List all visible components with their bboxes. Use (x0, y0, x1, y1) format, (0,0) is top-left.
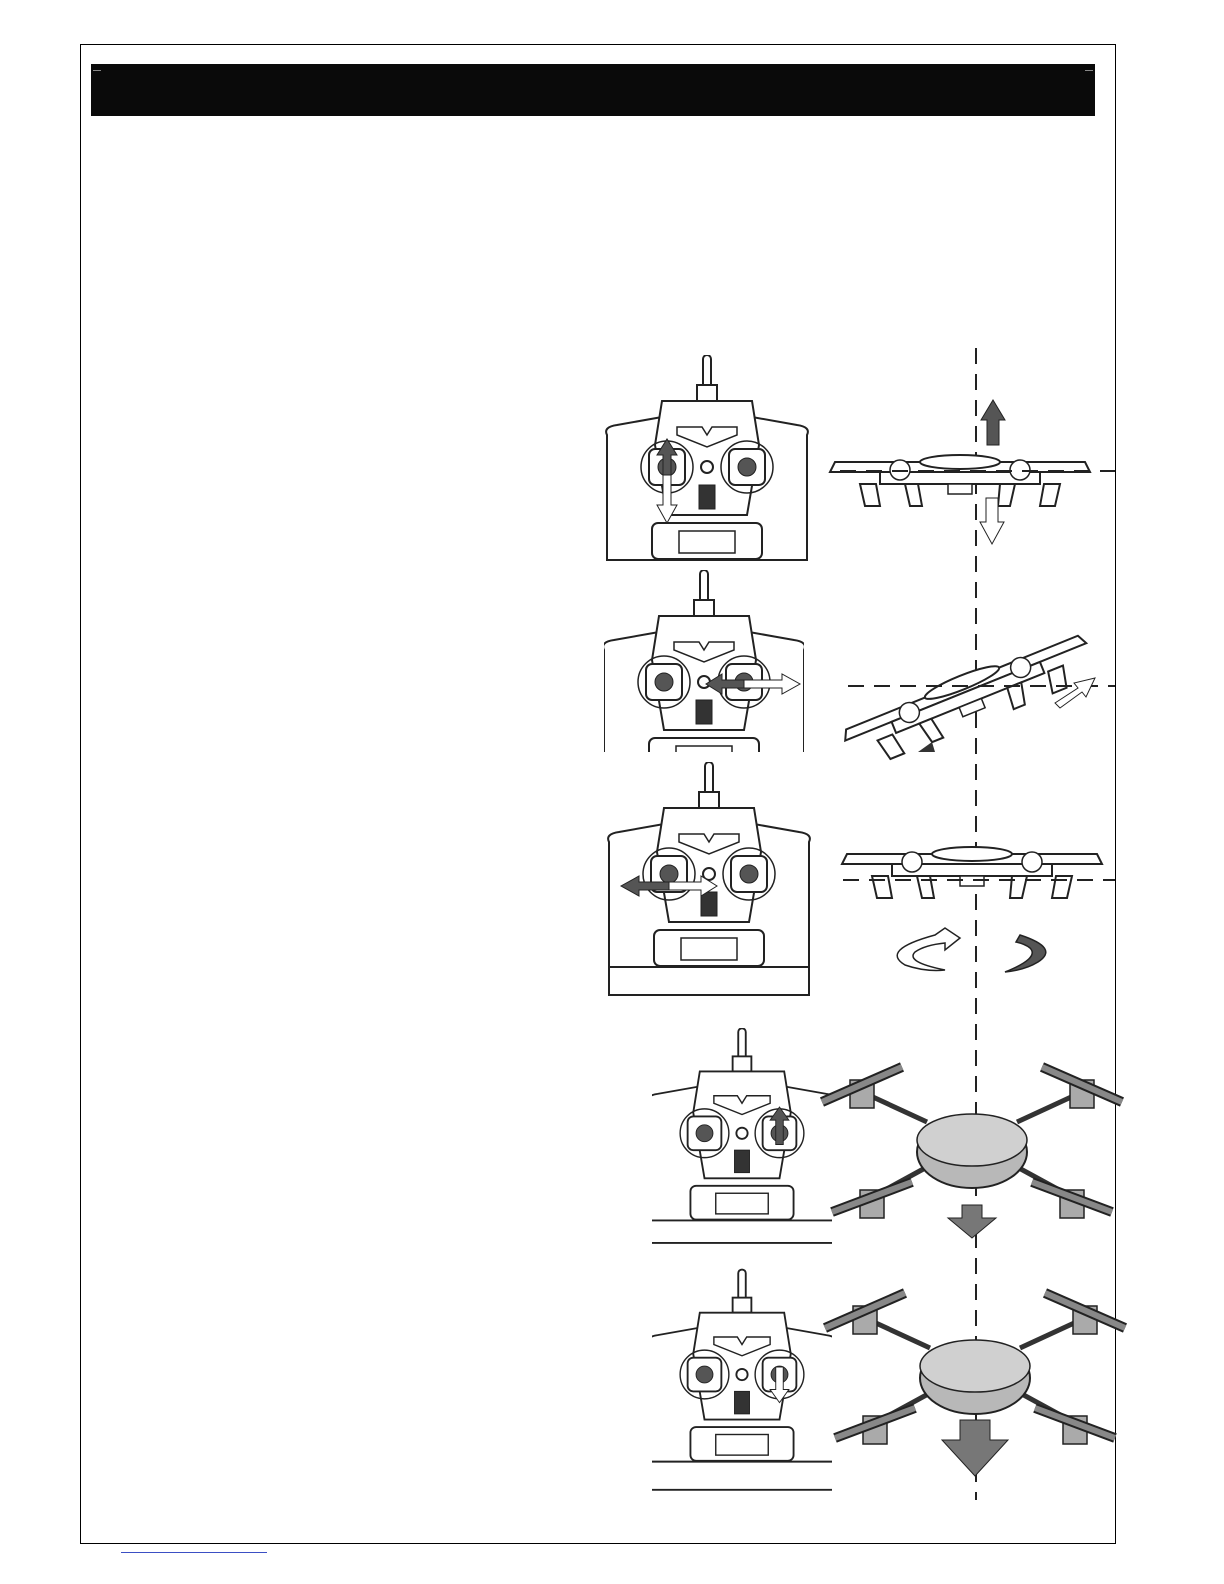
transmitter-icon (608, 762, 810, 967)
transmitter-icon (606, 355, 808, 560)
illustration-forward (647, 1028, 1122, 1243)
transmitter-icon (647, 1028, 836, 1220)
drone-top-icon (822, 1067, 1122, 1218)
illustration-yaw (608, 762, 1115, 995)
illustration-pitch (603, 570, 1115, 775)
drone-side-icon (830, 455, 1090, 506)
transmitter-icon (647, 1270, 836, 1462)
drone-rotate-icon (842, 847, 1102, 898)
footer-link-underline[interactable] (121, 1552, 267, 1554)
illustration-throttle (606, 355, 1115, 560)
transmitter-icon (603, 570, 805, 775)
illustration-backward (647, 1270, 1125, 1490)
